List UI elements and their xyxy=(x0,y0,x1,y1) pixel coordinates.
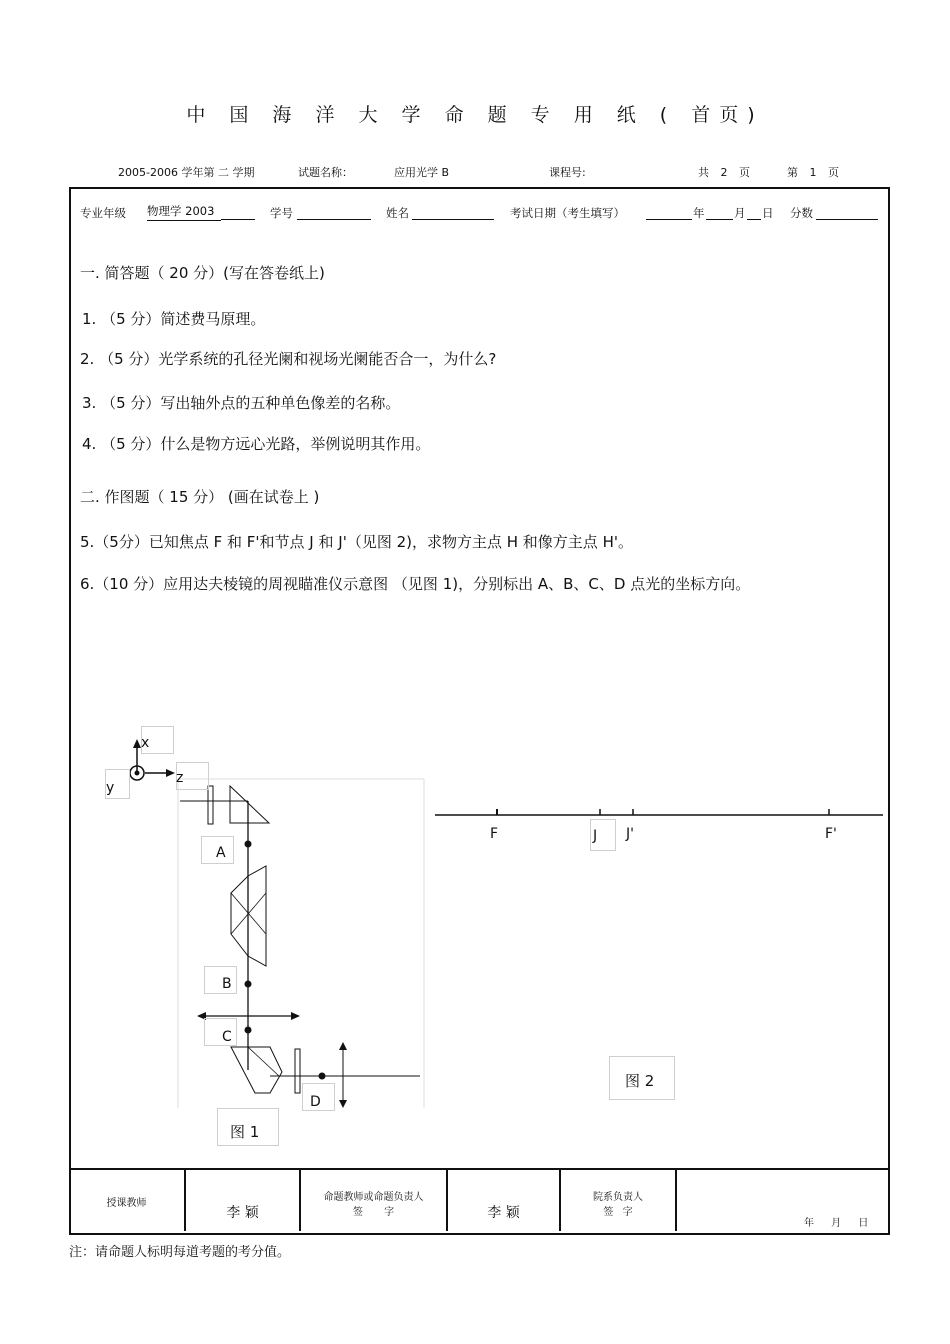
question-item: 1. （5 分）简述费马原理。 xyxy=(82,310,266,328)
node-j-prime-label: J' xyxy=(626,826,634,842)
setter-label-line2: 签 字 xyxy=(352,1207,395,1218)
point-d-dot xyxy=(319,1073,326,1080)
dept-label-line2: 签 字 xyxy=(603,1207,633,1218)
date-label: 考试日期（考生填写） xyxy=(510,206,625,220)
axis-x-label: x xyxy=(141,735,150,751)
focal-f-label: F xyxy=(490,826,499,842)
question-item: 2. （5 分）光学系统的孔径光阑和视场光阑能否合一，为什么? xyxy=(80,350,497,368)
exam-name-label: 试题名称： xyxy=(298,166,353,179)
dept-label-line1: 院系负责人 xyxy=(593,1192,643,1203)
point-d-label: D xyxy=(310,1094,321,1110)
question-item: 3. （5 分）写出轴外点的五种单色像差的名称。 xyxy=(82,394,401,412)
figure1-caption: 图 1 xyxy=(230,1123,260,1141)
point-c-label: C xyxy=(222,1029,232,1045)
major-value: 物理学 2003 xyxy=(147,203,221,221)
point-a-dot xyxy=(245,841,252,848)
year-semester: 2005-2006 学年第 二 学期 xyxy=(118,166,255,179)
axis-y-label: y xyxy=(106,780,115,796)
axis-z-label: z xyxy=(176,770,184,786)
setter-name-cell xyxy=(448,1168,561,1231)
point-b-label: B xyxy=(222,976,232,992)
day-label: 日 xyxy=(762,206,774,220)
dept-label-cell xyxy=(561,1168,677,1231)
section-heading: 一. 简答题（ 20 分）(写在答卷纸上) xyxy=(80,264,325,282)
score-label: 分数 xyxy=(790,206,813,220)
point-b-dot xyxy=(245,981,252,988)
page-count: 共 2 页 xyxy=(698,166,750,179)
node-j-label: J xyxy=(593,828,598,844)
label-box-c xyxy=(204,1018,237,1046)
page-number: 第 1 页 xyxy=(787,166,839,179)
footnote: 注：请命题人标明每道考题的考分值。 xyxy=(69,1245,291,1260)
name-label: 姓名 xyxy=(386,206,409,220)
page-title: 中 国 海 洋 大 学 命 题 专 用 纸 ( 首页) xyxy=(186,104,764,126)
teacher-label: 授课教师 xyxy=(106,1198,147,1209)
point-c-dot xyxy=(245,1027,252,1034)
question-item: 4. （5 分）什么是物方远心光路，举例说明其作用。 xyxy=(82,435,431,453)
setter-label-line1: 命题教师或命题负责人 xyxy=(323,1192,424,1203)
teacher-name-cell xyxy=(186,1168,301,1231)
label-box-b xyxy=(204,966,237,994)
month-label: 月 xyxy=(734,206,746,220)
sign-date: 年 月 日 xyxy=(804,1218,869,1229)
course-no-label: 课程号: xyxy=(549,166,586,179)
teacher-label-cell xyxy=(69,1168,186,1231)
question-item: 6.（10 分）应用达夫棱镜的周视瞄准仪示意图 （见图 1)，分别标出 A、B、C、D 点光的坐标方向。 xyxy=(80,575,751,593)
point-a-label: A xyxy=(216,845,226,861)
focal-f-prime-label: F' xyxy=(825,826,837,842)
question-item: 5.（5分）已知焦点 F 和 F'和节点 J 和 J'（见图 2)，求物方主点 H 和像方主点 H'。 xyxy=(80,533,633,551)
figure2-caption: 图 2 xyxy=(625,1072,655,1090)
teacher-name: 李 颖 xyxy=(226,1205,259,1221)
year-label: 年 xyxy=(693,206,705,220)
major-label: 专业年级 xyxy=(80,206,126,220)
student-id-label: 学号 xyxy=(270,206,293,220)
exam-name: 应用光学 B xyxy=(394,166,450,179)
setter-label-cell xyxy=(301,1168,448,1231)
section-heading: 二. 作图题（ 15 分） (画在试卷上 ) xyxy=(80,488,320,506)
setter-name: 李 颖 xyxy=(487,1205,520,1221)
